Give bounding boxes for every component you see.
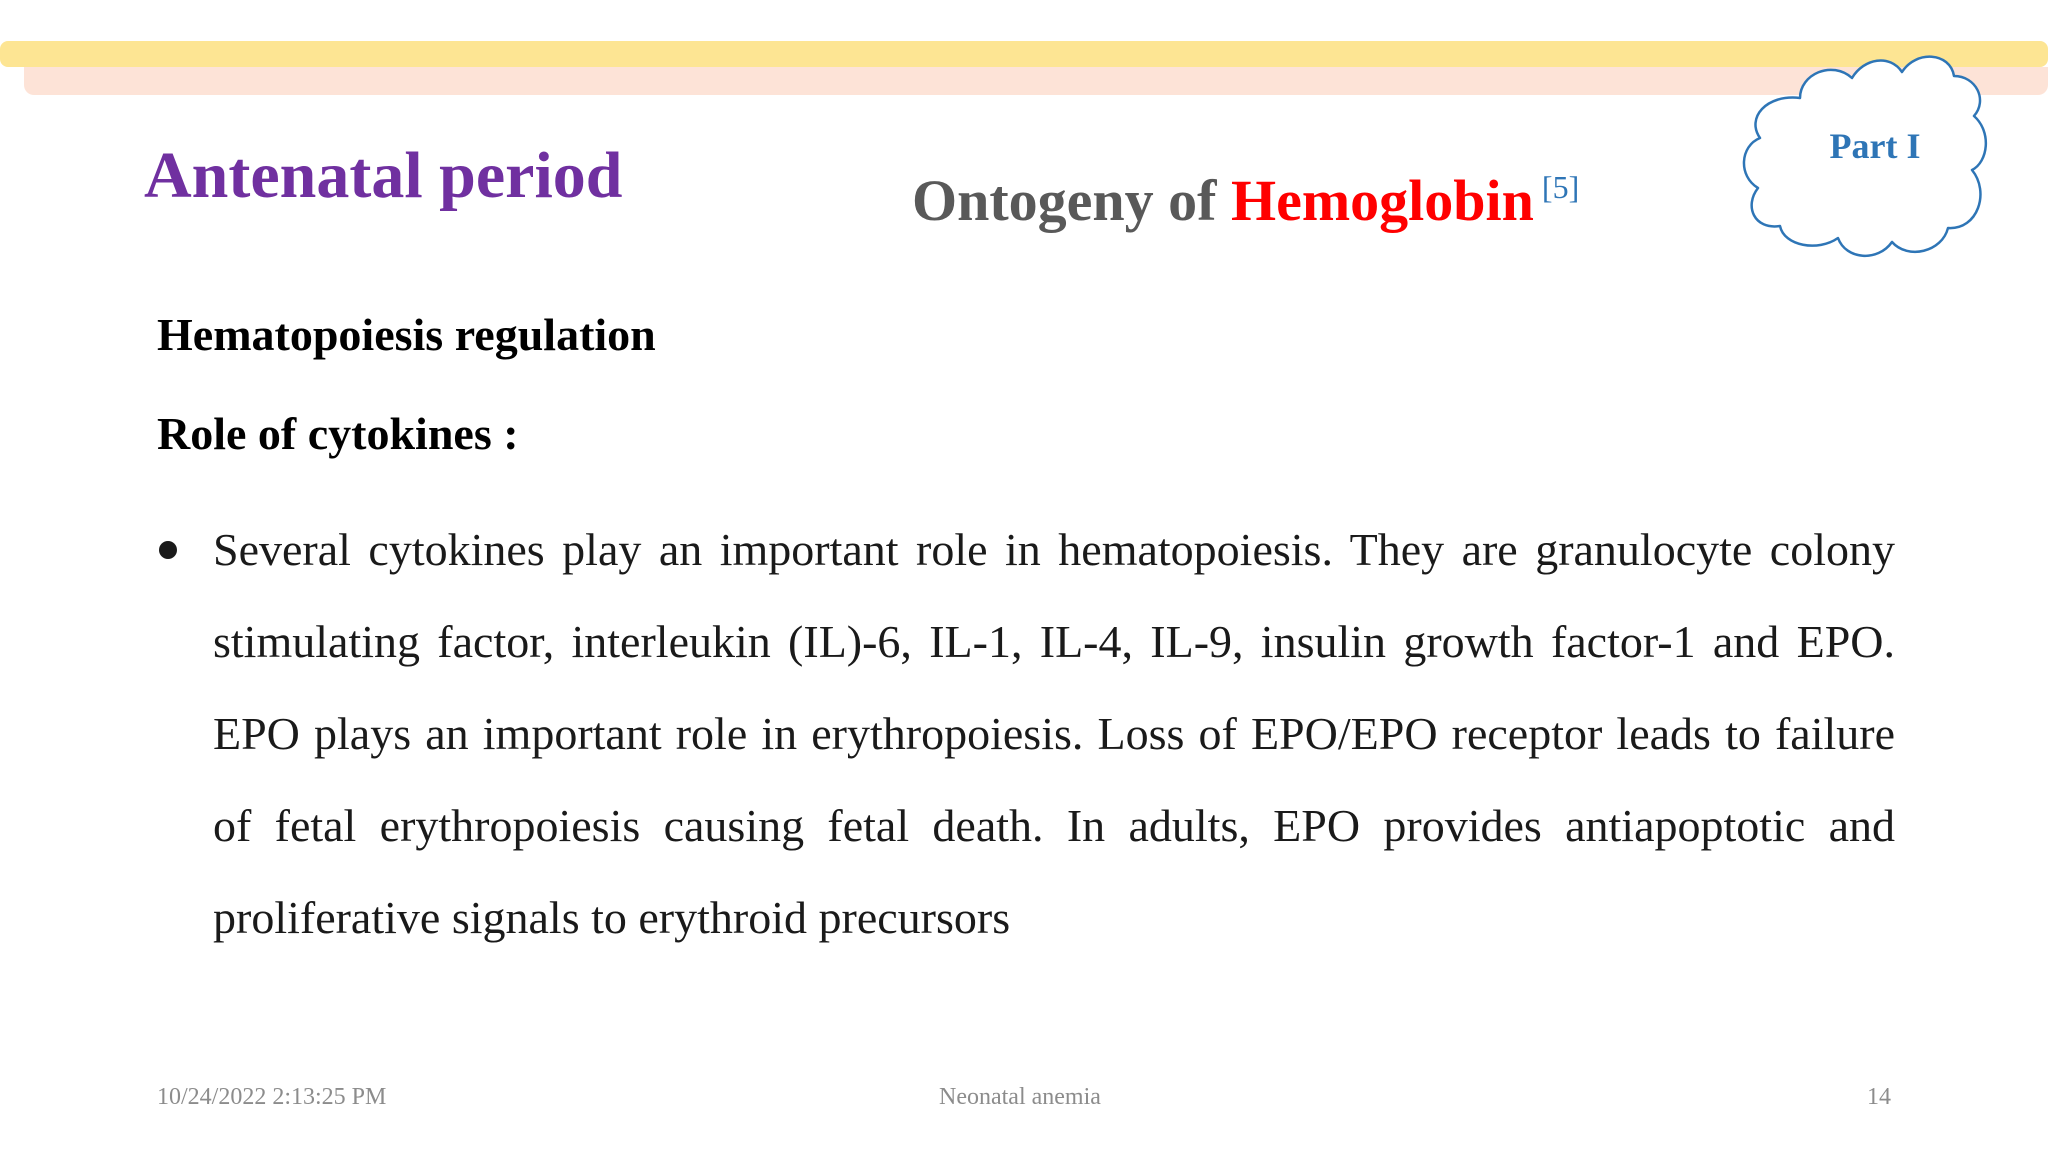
title-accent: Hemoglobin bbox=[1231, 168, 1534, 233]
bullet-paragraph: Several cytokines play an important role in hematopoiesis. They are granulocyte colony stimulating factor, interleukin (IL)-6, IL-1, IL-4, IL-9, insulin growth factor-1 and EPO. EPO plays an important role in erythropoiesis. Loss of EPO/EPO receptor leads to failure of fetal erythropoiesis causing fetal death. In adults, EPO provides antiapoptotic and proliferative signals to erythroid precursors bbox=[213, 524, 1895, 943]
subheading-cytokines: Role of cytokines : bbox=[157, 408, 519, 459]
part-label: Part I bbox=[1829, 126, 1921, 166]
title-reference: [5] bbox=[1541, 169, 1580, 205]
title-prefix: Ontogeny of bbox=[912, 168, 1231, 233]
footer-title: Neonatal anemia bbox=[939, 1084, 1101, 1110]
section-heading: Antenatal period bbox=[144, 139, 623, 212]
page-number: 14 bbox=[1867, 1084, 1891, 1110]
subheading-hematopoiesis: Hematopoiesis regulation bbox=[157, 309, 656, 360]
slide-title bbox=[912, 168, 1580, 233]
footer-date: 10/24/2022 2:13:25 PM bbox=[157, 1084, 387, 1110]
bullet-icon bbox=[159, 541, 177, 559]
